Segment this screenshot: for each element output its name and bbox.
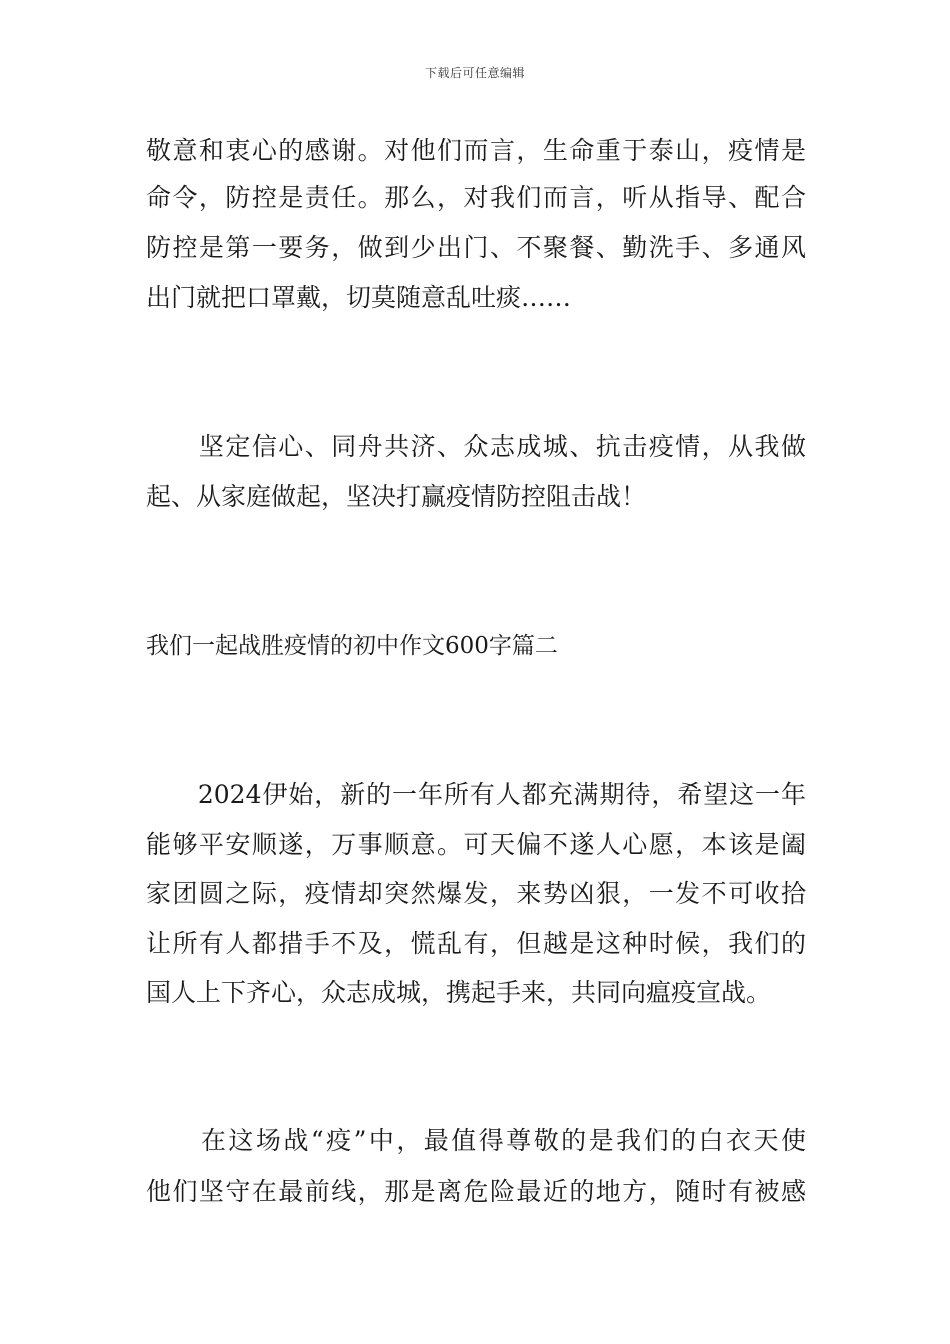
paragraph-line: 他们坚守在最前线，那是离危险最近的地方，随时有被感 xyxy=(146,1177,806,1206)
page-header: 下载后可任意编辑 xyxy=(424,66,525,80)
paragraph-line: 坚定信心、同舟共济、众志成城、抗击疫情，从我做 xyxy=(146,432,806,461)
paragraph-line: 在这场战“疫”中，最值得尊敬的是我们的白衣天使 xyxy=(146,1126,806,1155)
paragraph-line: 敬意和衷心的感谢。对他们而言，生命重于泰山，疫情是 xyxy=(146,136,806,165)
paragraph-line: 国人上下齐心，众志成城，携起手来，共同向瘟疫宣战。 xyxy=(146,978,772,1007)
paragraph-line: 出门就把口罩戴，切莫随意乱吐痰…… xyxy=(146,283,572,312)
paragraph-line: 能够平安顺遂，万事顺意。可天偏不遂人心愿，本该是阖 xyxy=(146,830,806,859)
paragraph-line: 防控是第一要务，做到少出门、不聚餐、勤洗手、多通风 xyxy=(146,233,806,262)
section-heading: 我们一起战胜疫情的初中作文600字篇二 xyxy=(146,633,558,659)
paragraph-line: 家团圆之际，疫情却突然爆发，来势凶狠，一发不可收拾 xyxy=(146,879,806,908)
paragraph-line: 让所有人都措手不及，慌乱有，但越是这种时候，我们的 xyxy=(146,929,806,958)
paragraph-line: 起、从家庭做起，坚决打赢疫情防控阻击战！ xyxy=(146,482,647,511)
paragraph-line: 2024伊始，新的一年所有人都充满期待，希望这一年 xyxy=(146,780,806,809)
paragraph-line: 命令，防控是责任。那么，对我们而言，听从指导、配合 xyxy=(146,183,806,212)
